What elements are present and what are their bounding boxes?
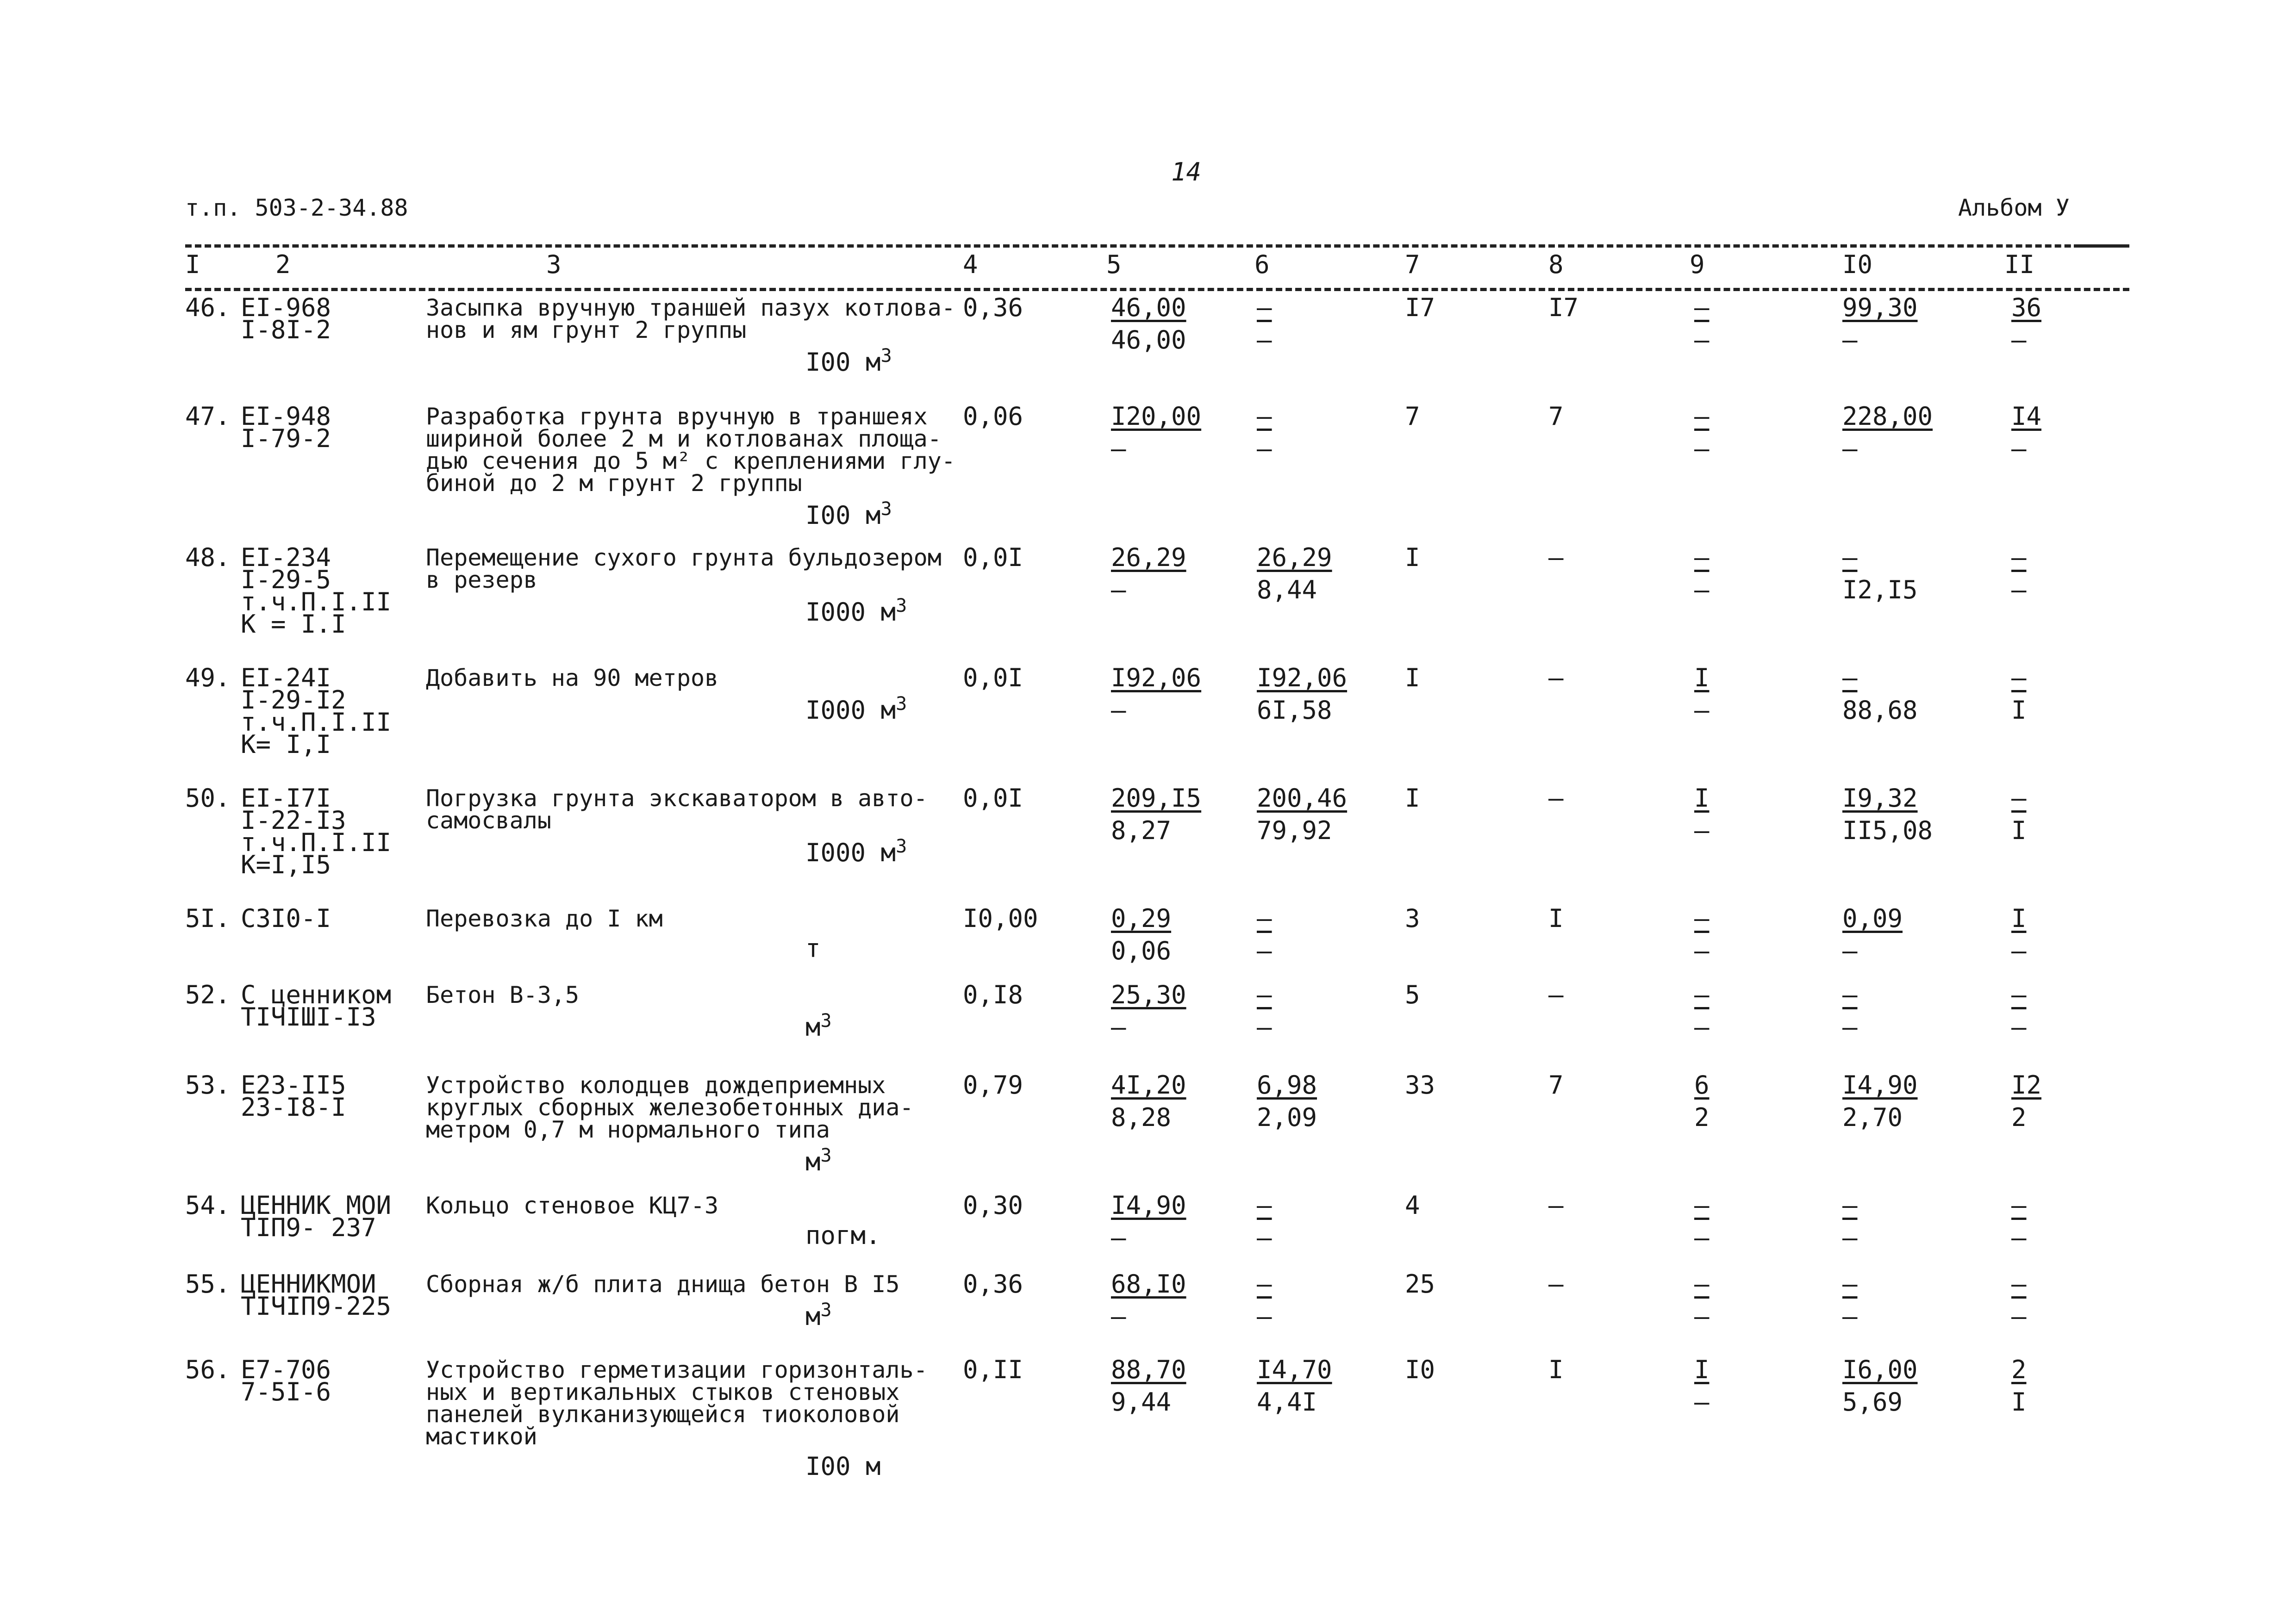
col6-value-top: I92,06 [1257,663,1348,692]
row-unit [805,1221,881,1250]
row-unit [805,693,907,725]
col6-value-bottom: – [1257,1302,1272,1331]
col5-value-bottom: – [1111,1302,1126,1331]
col7-value: I [1405,784,1420,813]
row-code: ЦЕННИКМОИ [241,1269,376,1299]
column-header-1: I [185,250,200,279]
row-unit-text: I00 м [805,1452,881,1481]
row-description: дью сечения до 5 м² с креплениями глу- [426,448,955,474]
row-code: Е7-706 [241,1355,331,1384]
col6-value-bottom: 8,44 [1257,575,1317,604]
col9-value-bottom: – [1694,434,1710,463]
col4-value: 0,II [963,1355,1023,1384]
col4-value: 0,79 [963,1070,1023,1100]
row-code: К= I,I [241,730,331,759]
col9-value-top: – [1694,904,1710,933]
col10-value-bottom: – [1842,325,1858,354]
row-unit [805,1145,832,1176]
col8-value: I [1548,1355,1564,1384]
row-code: I-22-I3 [241,806,346,835]
row-description: Погрузка грунта экскаватором в авто- [426,785,928,812]
row-code: ЕI-948 [241,402,331,431]
col6-value-top: 200,46 [1257,784,1348,813]
row-code: С ценником [241,980,392,1009]
column-header-8: 8 [1548,250,1564,279]
col6-value-bottom: 6I,58 [1257,696,1332,725]
col5-value-top: I4,90 [1111,1191,1186,1220]
row-unit-text: м [805,1147,821,1176]
col9-value-top: 6 [1694,1070,1710,1100]
col10-value-top: – [1842,980,1858,1009]
col4-value: 0,36 [963,293,1023,322]
row-description: метром 0,7 м нормального типа [426,1116,830,1143]
row-description: мастикой [426,1423,537,1450]
row-unit-text: I000 м [805,696,896,725]
col9-value-bottom: – [1694,575,1710,604]
col5-value-bottom: 9,44 [1111,1387,1172,1417]
row-code: т.ч.П.I.II [241,708,392,737]
col9-value-bottom: 2 [1694,1103,1710,1132]
col11-value-bottom: 2 [2011,1103,2027,1132]
row-code: ТIП9- 237 [241,1213,376,1242]
row-unit-text: т [805,934,821,963]
row-unit-exponent: 3 [880,345,892,367]
col8-value: – [1548,980,1564,1009]
row-description: шириной более 2 м и котлованах площа- [426,425,942,452]
col11-value-top: 36 [2011,293,2042,322]
row-unit-text: I000 м [805,838,896,867]
row-code: I-79-2 [241,424,331,453]
col5-value-bottom: 0,06 [1111,936,1172,965]
col10-value-top: – [1842,1191,1858,1220]
row-description: в резерв [426,566,537,593]
row-code: ЦЕННИК МОИ [241,1191,392,1220]
col11-value-top: – [2011,543,2027,572]
column-header-9: 9 [1690,250,1705,279]
column-header-6: 6 [1254,250,1270,279]
col6-value-top: – [1257,980,1272,1009]
col9-value-bottom: – [1694,1013,1710,1042]
row-code: т.ч.П.I.II [241,828,392,857]
col7-value: 7 [1405,402,1420,431]
col8-value: – [1548,784,1564,813]
row-description: ных и вертикальных стыков стеновых [426,1379,900,1405]
row-code: СЗI0-I [241,904,331,933]
row-unit-text: м [805,1013,821,1042]
col10-value-bottom: – [1842,1302,1858,1331]
column-header-3: 3 [546,250,562,279]
col5-value-bottom: 46,00 [1111,325,1186,354]
col5-value-top: 25,30 [1111,980,1186,1009]
row-code: 7-5I-6 [241,1377,331,1406]
col9-value-bottom: – [1694,936,1710,965]
col11-value-bottom: I [2011,696,2027,725]
row-unit-text: I00 м [805,501,881,530]
col6-value-bottom: – [1257,325,1272,354]
col11-value-bottom: – [2011,434,2027,463]
col11-value-top: – [2011,1269,2027,1299]
row-number: 55. [185,1269,231,1299]
row-unit-exponent: 3 [820,1300,832,1321]
col7-value: 3 [1405,904,1420,933]
column-header-2: 2 [275,250,291,279]
col10-value-top: 99,30 [1842,293,1918,322]
col10-value-bottom: – [1842,1013,1858,1042]
col11-value-bottom: – [2011,325,2027,354]
album-label: Альбом У [1958,194,2070,221]
table-top-rule [185,244,2129,248]
col8-value: I7 [1548,293,1579,322]
col10-value-top: I9,32 [1842,784,1918,813]
col9-value-top: – [1694,1191,1710,1220]
col7-value: 4 [1405,1191,1420,1220]
col6-value-top: – [1257,1269,1272,1299]
row-unit-exponent: 3 [896,595,907,616]
col9-value-top: I [1694,663,1710,692]
col9-value-bottom: – [1694,325,1710,354]
col6-value-top: – [1257,293,1272,322]
col11-value-bottom: I [2011,1387,2027,1417]
col7-value: I [1405,663,1420,692]
row-description: Кольцо стеновое КЦ7-3 [426,1192,719,1219]
col10-value-bottom: II5,08 [1842,816,1933,845]
col5-value-bottom: – [1111,434,1126,463]
col11-value-bottom: – [2011,936,2027,965]
col11-value-top: I2 [2011,1070,2042,1100]
row-unit-exponent: 3 [896,693,907,715]
col5-value-bottom: 8,27 [1111,816,1172,845]
row-code: I-29-5 [241,565,331,594]
column-header-10: I0 [1842,250,1873,279]
col6-value-bottom: – [1257,434,1272,463]
col4-value: 0,30 [963,1191,1023,1220]
row-code: I-8I-2 [241,315,331,344]
row-unit [805,1300,832,1331]
col10-value-bottom: 88,68 [1842,696,1918,725]
col11-value-top: 2 [2011,1355,2027,1384]
row-number: 47. [185,402,231,431]
row-unit-text: I000 м [805,597,896,627]
col7-value: 33 [1405,1070,1435,1100]
row-unit [805,1010,832,1042]
row-description: Перемещение сухого грунта бульдозером [426,544,942,571]
col4-value: 0,36 [963,1269,1023,1299]
row-description: круглых сборных железобетонных диа- [426,1094,914,1121]
row-unit [805,498,892,530]
col8-value: – [1548,663,1564,692]
row-code: К = I.I [241,609,346,639]
row-description: панелей вулканизующейся тиоколовой [426,1401,900,1428]
row-unit-text: м [805,1302,821,1331]
col5-value-top: 26,29 [1111,543,1186,572]
col10-value-top: – [1842,1269,1858,1299]
row-unit-text: погм. [805,1221,881,1250]
col5-value-bottom: – [1111,575,1126,604]
col10-value-bottom: 2,70 [1842,1103,1903,1132]
row-description: Сборная ж/б плита днища бетон В I5 [426,1271,900,1298]
row-code: ТIЧIП9-225 [241,1292,392,1321]
col5-value-top: 68,I0 [1111,1269,1186,1299]
row-code: I-29-I2 [241,685,346,715]
col7-value: I0 [1405,1355,1435,1384]
col11-value-bottom: – [2011,1013,2027,1042]
col6-value-bottom: 4,4I [1257,1387,1317,1417]
col6-value-bottom: – [1257,936,1272,965]
col8-value: 7 [1548,1070,1564,1100]
col10-value-bottom: – [1842,434,1858,463]
row-unit-exponent: 3 [880,498,892,520]
col11-value-top: I [2011,904,2027,933]
row-code: ЕI-24I [241,663,331,692]
col8-value: – [1548,543,1564,572]
col10-value-bottom: I2,I5 [1842,575,1918,604]
row-number: 48. [185,543,231,572]
row-description: самосвалы [426,807,551,834]
row-unit [805,934,821,963]
row-description: Разработка грунта вручную в траншеях [426,403,928,430]
col9-value-top: I [1694,784,1710,813]
col9-value-bottom: – [1694,816,1710,845]
col5-value-bottom: – [1111,1013,1126,1042]
col4-value: 0,0I [963,784,1023,813]
col9-value-top: – [1694,1269,1710,1299]
col7-value: I [1405,543,1420,572]
column-header-7: 7 [1405,250,1420,279]
table-top-rule-end [2074,244,2129,248]
col6-value-bottom: 79,92 [1257,816,1332,845]
col11-value-top: – [2011,663,2027,692]
row-code: ЕI-234 [241,543,331,572]
col5-value-bottom: 8,28 [1111,1103,1172,1132]
col9-value-bottom: – [1694,1223,1710,1252]
row-description: Устройство герметизации горизонталь- [426,1356,928,1383]
row-number: 56. [185,1355,231,1384]
col11-value-bottom: I [2011,816,2027,845]
col9-value-bottom: – [1694,1302,1710,1331]
row-number: 50. [185,784,231,813]
col8-value: 7 [1548,402,1564,431]
col4-value: 0,I8 [963,980,1023,1009]
col9-value-top: – [1694,293,1710,322]
col10-value-top: – [1842,543,1858,572]
row-code: ТIЧIШI-I3 [241,1002,376,1032]
row-description: Добавить на 90 метров [426,665,719,691]
col7-value: 5 [1405,980,1420,1009]
row-unit [805,1452,881,1481]
col10-value-top: 0,09 [1842,904,1903,933]
row-unit [805,595,907,627]
row-description: Устройство колодцев дождеприемных [426,1072,886,1099]
table-header-rule [185,288,2129,291]
col5-value-top: 209,I5 [1111,784,1202,813]
row-description: Бетон В-3,5 [426,982,580,1008]
col6-value-top: 26,29 [1257,543,1332,572]
col4-value: 0,0I [963,543,1023,572]
row-unit [805,836,907,867]
col5-value-top: 4I,20 [1111,1070,1186,1100]
col9-value-bottom: – [1694,1387,1710,1417]
row-code: 23-I8-I [241,1093,346,1122]
col6-value-top: 6,98 [1257,1070,1317,1100]
col6-value-top: – [1257,402,1272,431]
col8-value: I [1548,904,1564,933]
row-code: ЕI-968 [241,293,331,322]
col8-value: – [1548,1191,1564,1220]
col11-value-top: – [2011,980,2027,1009]
row-description: Засыпка вручную траншей пазух котлова- [426,294,955,321]
row-number: 46. [185,293,231,322]
col6-value-bottom: – [1257,1223,1272,1252]
col7-value: 25 [1405,1269,1435,1299]
column-header-5: 5 [1106,250,1122,279]
row-unit-exponent: 3 [820,1145,832,1166]
doc-number: т.п. 503-2-34.88 [185,194,408,221]
col5-value-top: 46,00 [1111,293,1186,322]
col9-value-top: – [1694,543,1710,572]
row-unit [805,345,892,377]
col4-value: I0,00 [963,904,1038,933]
row-description: Перевозка до I км [426,905,663,932]
col11-value-bottom: – [2011,1302,2027,1331]
row-unit-exponent: 3 [896,836,907,857]
col10-value-top: I4,90 [1842,1070,1918,1100]
row-description: биной до 2 м грунт 2 группы [426,470,802,497]
col5-value-bottom: – [1111,696,1126,725]
col11-value-bottom: – [2011,575,2027,604]
col11-value-top: – [2011,1191,2027,1220]
col11-value-top: – [2011,784,2027,813]
row-number: 52. [185,980,231,1009]
row-number: 54. [185,1191,231,1220]
col10-value-top: 228,00 [1842,402,1933,431]
row-number: 49. [185,663,231,692]
col6-value-bottom: 2,09 [1257,1103,1317,1132]
row-number: 5I. [185,904,231,933]
col5-value-top: 88,70 [1111,1355,1186,1384]
col8-value: – [1548,1269,1564,1299]
col6-value-top: – [1257,1191,1272,1220]
row-number: 53. [185,1070,231,1100]
col9-value-top: – [1694,980,1710,1009]
row-code: ЕI-I7I [241,784,331,813]
col6-value-top: I4,70 [1257,1355,1332,1384]
col4-value: 0,0I [963,663,1023,692]
row-code: К=I,I5 [241,850,331,879]
row-unit-text: I00 м [805,348,881,377]
row-description: нов и ям грунт 2 группы [426,317,747,343]
col9-value-top: I [1694,1355,1710,1384]
row-code: т.ч.П.I.II [241,587,392,616]
col4-value: 0,06 [963,402,1023,431]
col9-value-bottom: – [1694,696,1710,725]
col5-value-top: I20,00 [1111,402,1202,431]
col10-value-bottom: 5,69 [1842,1387,1903,1417]
col5-value-top: 0,29 [1111,904,1172,933]
col11-value-top: I4 [2011,402,2042,431]
column-header-11: II [2004,250,2035,279]
page-number: 14 [1171,157,1202,187]
col7-value: I7 [1405,293,1435,322]
col6-value-top: – [1257,904,1272,933]
row-unit-exponent: 3 [820,1010,832,1032]
col11-value-bottom: – [2011,1223,2027,1252]
col5-value-top: I92,06 [1111,663,1202,692]
col6-value-bottom: – [1257,1013,1272,1042]
row-code: Е23-II5 [241,1070,346,1100]
col10-value-bottom: – [1842,1223,1858,1252]
col10-value-bottom: – [1842,936,1858,965]
col5-value-bottom: – [1111,1223,1126,1252]
column-header-4: 4 [963,250,978,279]
col9-value-top: – [1694,402,1710,431]
col10-value-top: I6,00 [1842,1355,1918,1384]
col10-value-top: – [1842,663,1858,692]
